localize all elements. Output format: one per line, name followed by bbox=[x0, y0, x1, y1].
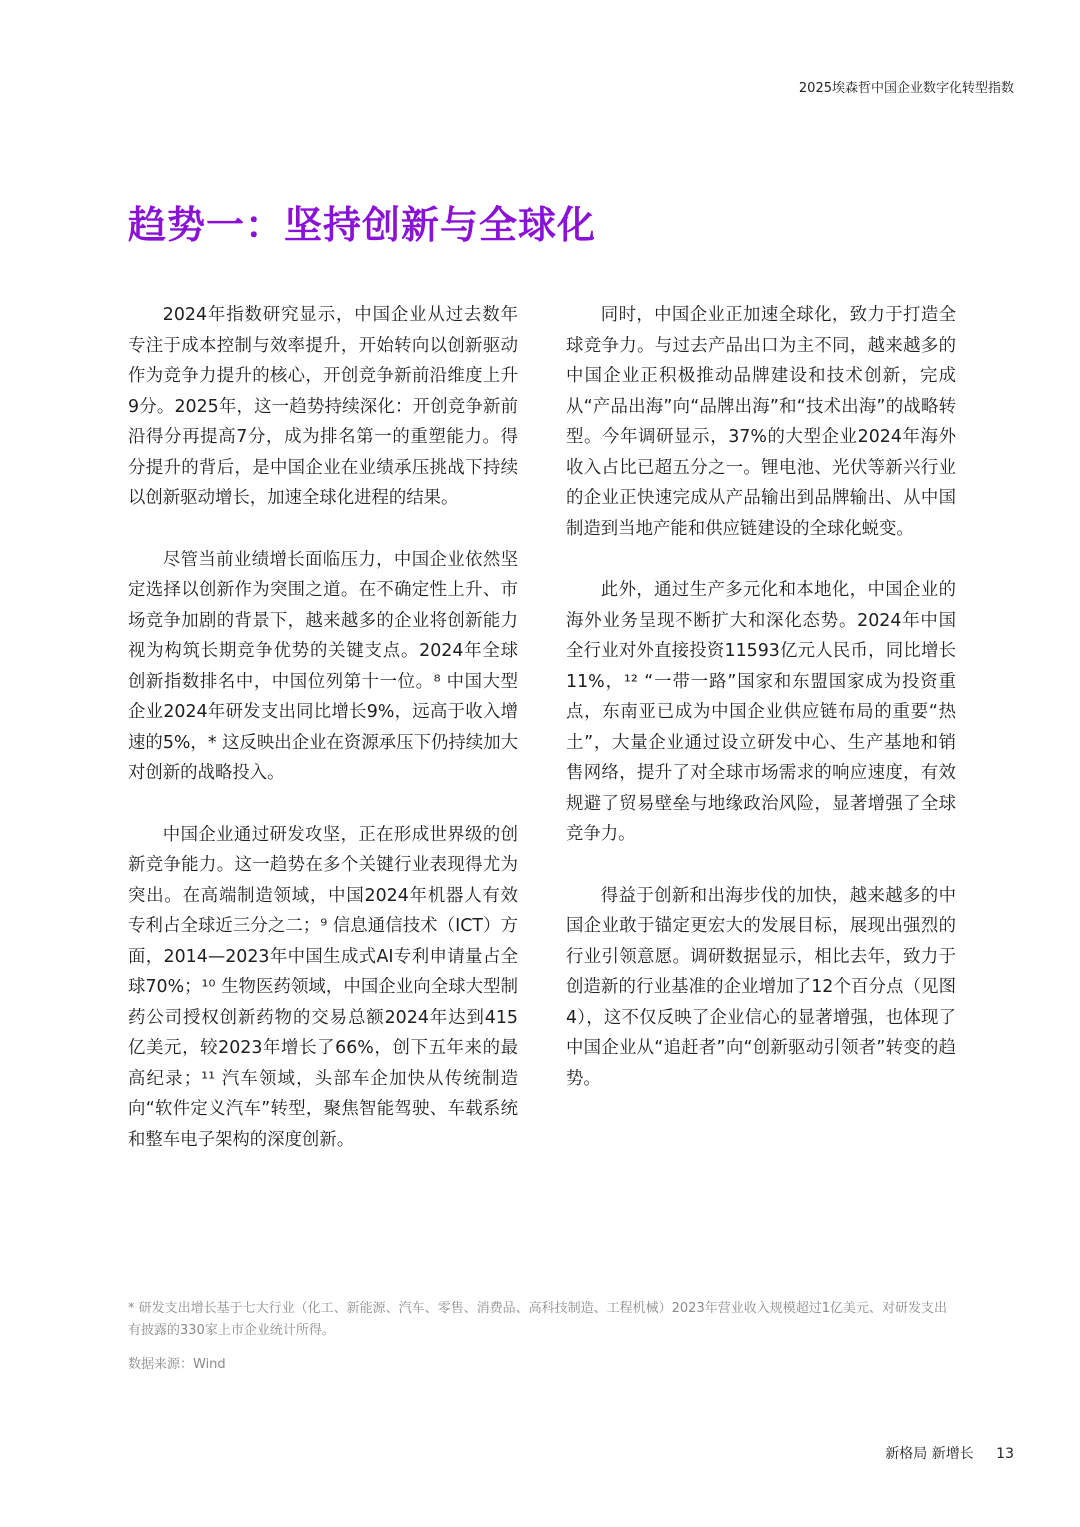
left-paragraph-3: 中国企业通过研发攻坚，正在形成世界级的创新竞争能力。这一趋势在多个关键行业表现得尤为突出。在高端制造领域，中国2024年机器人有效专利占全球近三分之二；⁹ 信息通信技术（ICT）方面，2014—2023年中国生成式AI专利申请量占全球70%；¹⁰ 生物医药领域，中国企业向全球大型制药公司授权创新药物的交易总额2024年达到415亿美元，较2023年增长了66%，创下五年来的最高纪录；¹¹ 汽车领域，头部车企加快从传统制造向“软件定义汽车”转型，聚焦智能驾驶、车载系统和整车电子架构的深度创新。 bbox=[128, 824, 518, 1150]
footnote bbox=[128, 1298, 958, 1376]
right-paragraph-2: 此外，通过生产多元化和本地化，中国企业的海外业务呈现不断扩大和深化态势。2024年中国全行业对外直接投资11593亿元人民币，同比增长11%，¹² “一带一路”国家和东盟国家成为投资重点，东南亚已成为中国企业供应链布局的重要“热土”，大量企业通过设立研发中心、生产基地和销售网络，提升了对全球市场需求的响应速度，有效规避了贸易壁垒与地缘政治风险，显著增强了全球竞争力。 bbox=[566, 580, 956, 844]
footnote-text: * 研发支出增长基于七大行业（化工、新能源、汽车、零售、消费品、高科技制造、工程机械）2023年营业收入规模超过1亿美元、对研发支出有披露的330家上市企业统计所得。 bbox=[128, 1301, 947, 1338]
footer-tagline: 新格局 新增长 bbox=[885, 1446, 974, 1462]
left-paragraph-2: 尽管当前业绩增长面临压力，中国企业依然坚定选择以创新作为突围之道。在不确定性上升、市场竞争加剧的背景下，越来越多的企业将创新能力视为构筑长期竞争优势的关键支点。2024年全球创新指数排名中，中国位列第十一位。⁸ 中国大型企业2024年研发支出同比增长9%，远高于收入增速的5%，* 这反映出企业在资源承压下仍持续加大对创新的战略投入。 bbox=[128, 549, 518, 783]
page-title: 趋势一：坚持创新与全球化 bbox=[128, 203, 597, 247]
right-paragraph-3: 得益于创新和出海步伐的加快，越来越多的中国企业敢于锚定更宏大的发展目标，展现出强烈的行业引领意愿。调研数据显示，相比去年，致力于创造新的行业基准的企业增加了12个百分点（见图4），这不仅反映了企业信心的显著增强，也体现了中国企业从“追赶者”向“创新驱动引领者”转变的趋势。 bbox=[566, 885, 956, 1089]
report-header-title: 2025埃森哲中国企业数字化转型指数 bbox=[798, 81, 1014, 96]
left-column bbox=[128, 300, 518, 1186]
data-source: 数据来源：Wind bbox=[128, 1357, 226, 1372]
right-paragraph-1: 同时，中国企业正加速全球化，致力于打造全球竞争力。与过去产品出口为主不同，越来越多的中国企业正积极推动品牌建设和技术创新，完成从“产品出海”向“品牌出海”和“技术出海”的战略转型。今年调研显示，37%的大型企业2024年海外收入占比已超五分之一。锂电池、光伏等新兴行业的企业正快速完成从产品输出到品牌输出、从中国制造到当地产能和供应链建设的全球化蜕变。 bbox=[566, 305, 956, 539]
left-paragraph-1: 2024年指数研究显示，中国企业从过去数年专注于成本控制与效率提升，开始转向以创新驱动作为竞争力提升的核心，开创竞争新前沿维度上升9分。2025年，这一趋势持续深化：开创竞争新前沿得分再提高7分，成为排名第一的重塑能力。得分提升的背后，是中国企业在业绩承压挑战下持续以创新驱动增长，加速全球化进程的结果。 bbox=[128, 305, 518, 508]
page-number: 13 bbox=[996, 1446, 1014, 1462]
right-column bbox=[566, 300, 956, 1125]
page-footer bbox=[885, 1443, 1014, 1463]
